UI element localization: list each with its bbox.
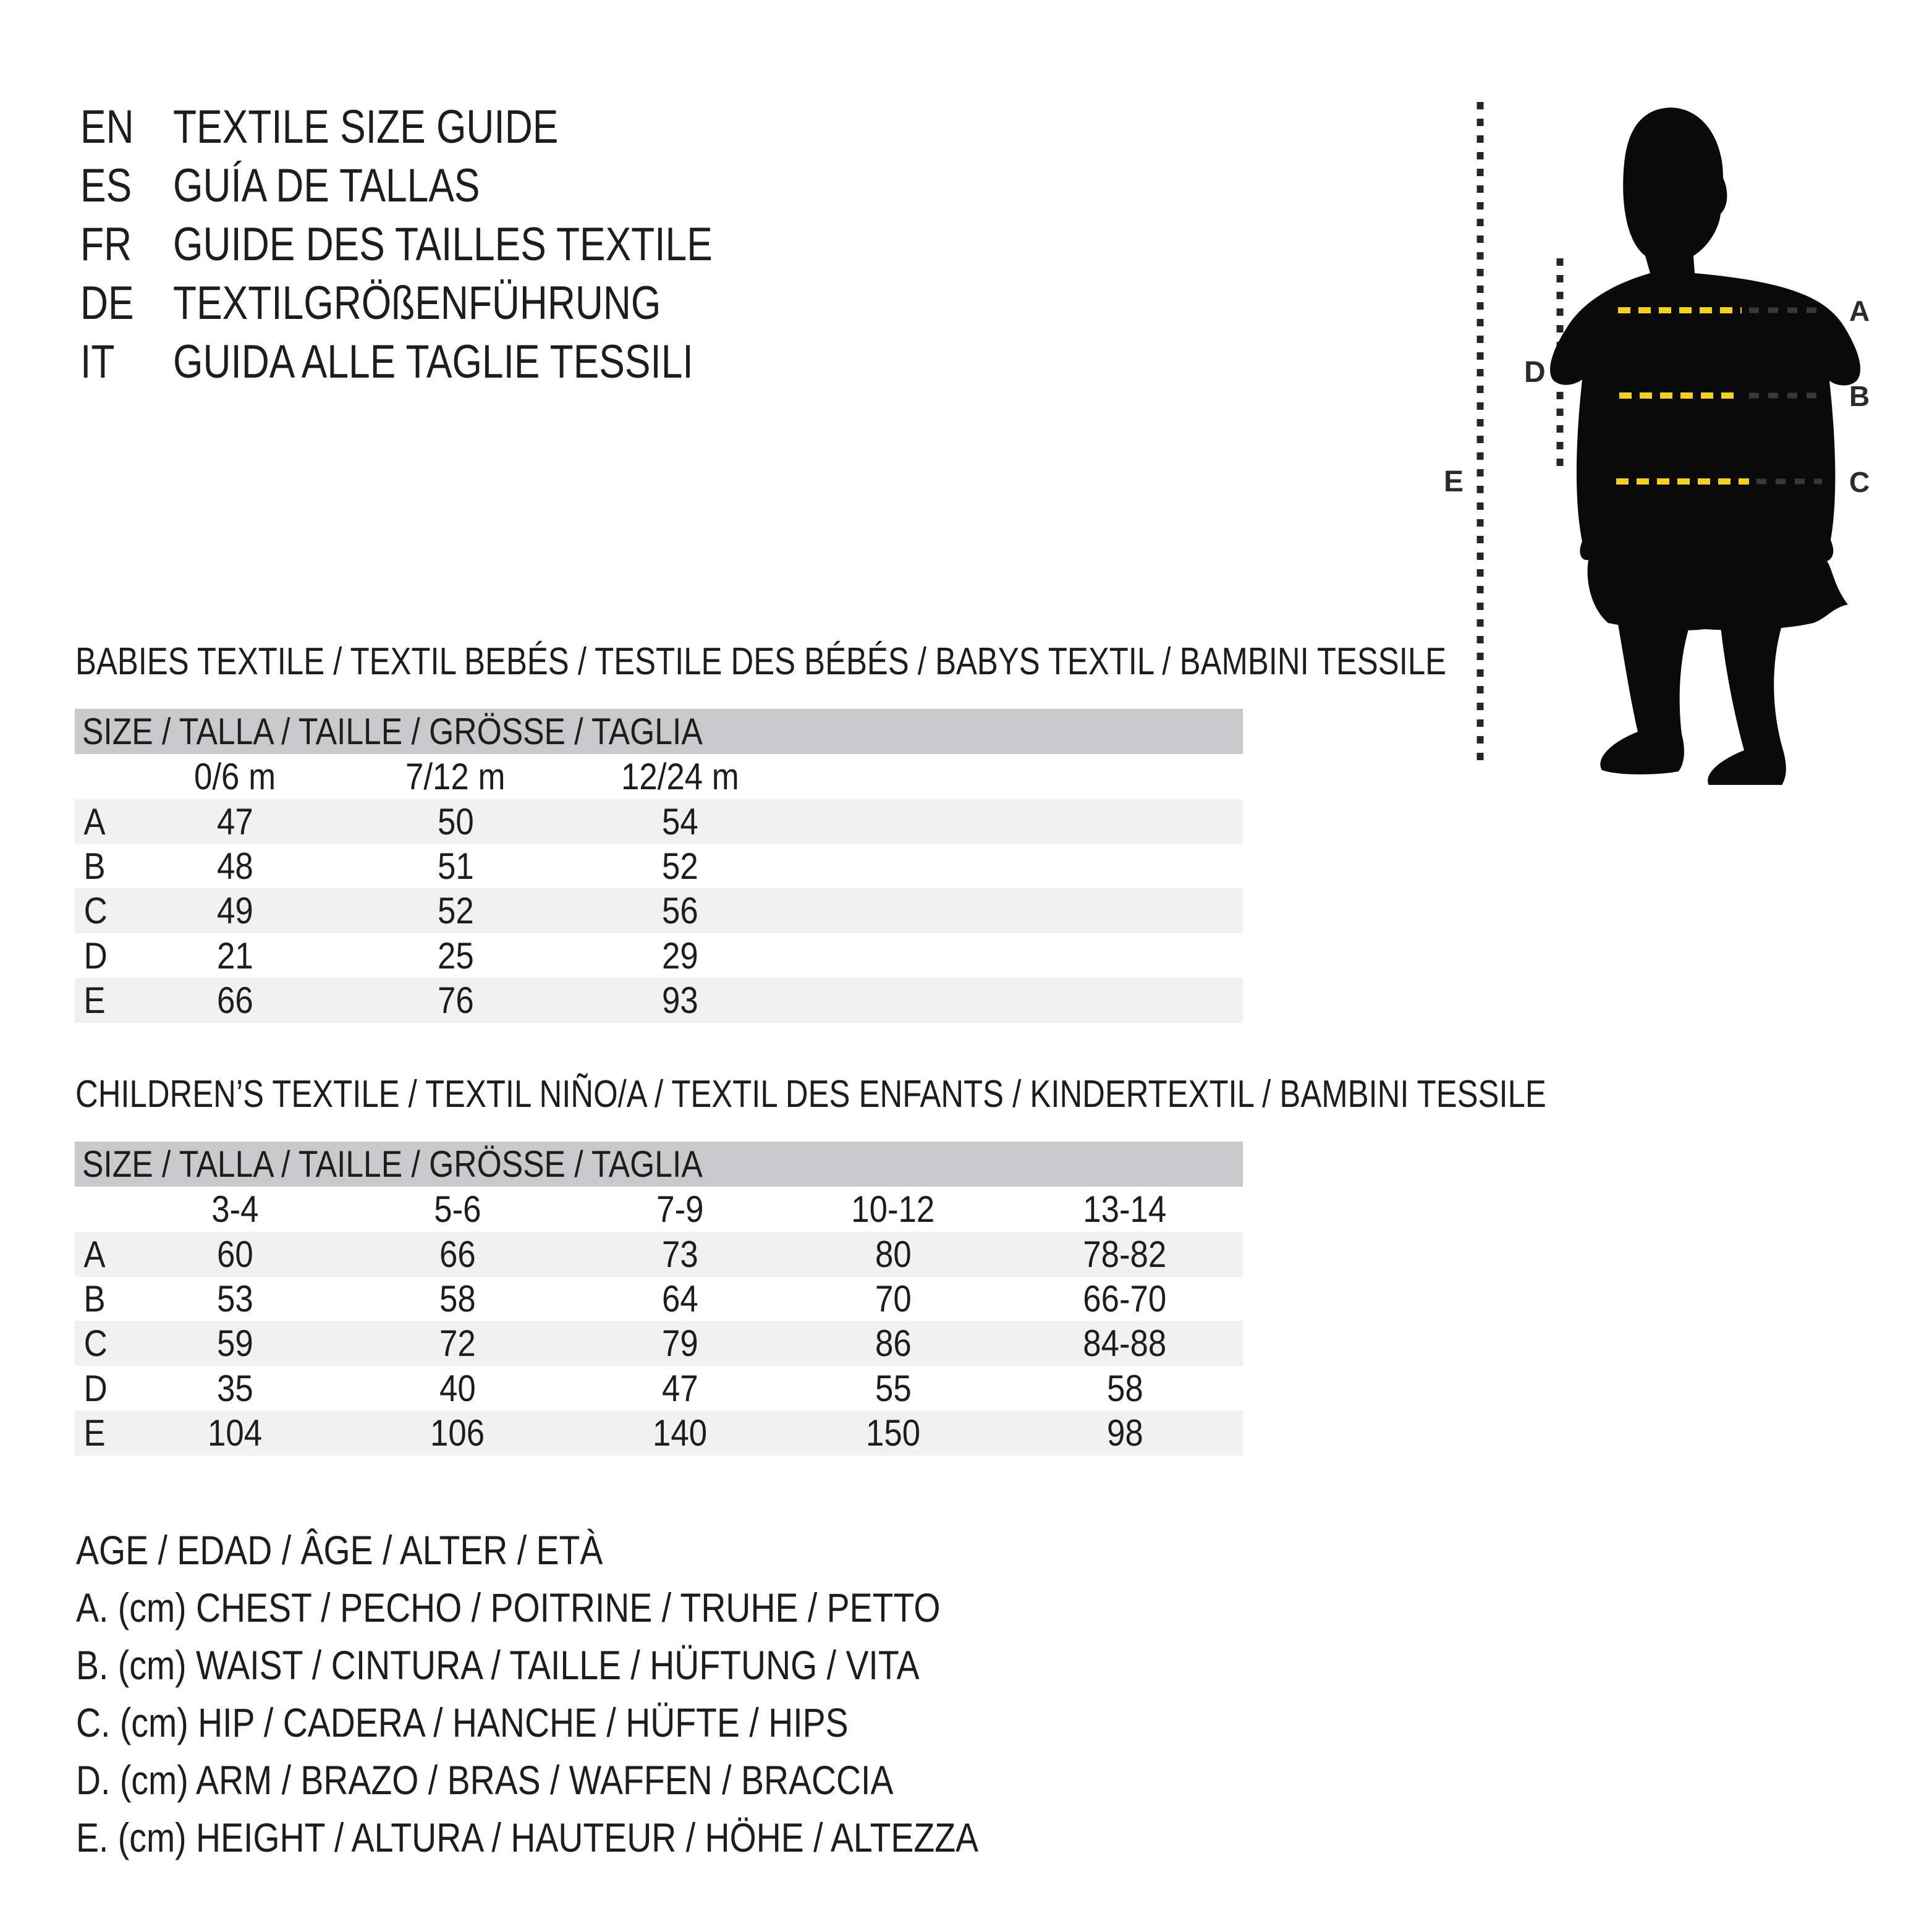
cell-value: 29 [661, 935, 698, 977]
row-label: B [83, 845, 106, 887]
cell-value: 49 [216, 890, 253, 931]
page-title-fr: GUIDE DES TAILLES TEXTILE [173, 218, 713, 271]
cell-value: 70 [875, 1278, 912, 1320]
lang-code-de: DE [80, 277, 134, 329]
cell-value: 66 [439, 1234, 476, 1275]
cell-value: 21 [216, 935, 253, 977]
babies-column-headers [75, 754, 1243, 799]
cell-value: 64 [661, 1278, 698, 1320]
cell-value: 47 [661, 1368, 698, 1409]
children-col-10-12: 10-12 [851, 1188, 935, 1230]
babies-col-7-12m: 7/12 m [405, 756, 506, 797]
page-title-es: GUÍA DE TALLAS [173, 159, 480, 212]
legend-height: E. (cm) HEIGHT / ALTURA / HAUTEUR / HÖHE / ALTEZZA [76, 1815, 979, 1860]
page-title-de: TEXTILGRÖßENFÜHRUNG [173, 277, 661, 329]
legend-waist: B. (cm) WAIST / CINTURA / TAILLE / HÜFTUNG / VITA [76, 1642, 920, 1688]
cell-value: 60 [216, 1234, 253, 1275]
babies-section-title: BABIES TEXTILE / TEXTIL BEBÉS / TESTILE DES BÉBÉS / BABYS TEXTIL / BAMBINI TESSILE [75, 640, 1447, 683]
cell-value: 80 [875, 1234, 912, 1275]
cell-value: 98 [1106, 1412, 1143, 1454]
table-row [75, 1276, 1243, 1321]
page-title-en: TEXTILE SIZE GUIDE [173, 101, 559, 153]
cell-value: 106 [430, 1412, 485, 1454]
cell-value: 58 [439, 1278, 476, 1320]
cell-value: 40 [439, 1368, 476, 1409]
table-row [75, 978, 1243, 1023]
cell-value: 50 [437, 801, 474, 842]
babies-col-12-24m: 12/24 m [621, 756, 739, 797]
legend-chest: A. (cm) CHEST / PECHO / POITRINE / TRUHE / PETTO [76, 1585, 941, 1630]
label-a: A [1849, 295, 1870, 327]
row-label: C [83, 1323, 108, 1364]
cell-value: 66 [216, 980, 253, 1021]
legend-hip: C. (cm) HIP / CADERA / HANCHE / HÜFTE / HIPS [76, 1700, 849, 1745]
title-row-fr [80, 215, 831, 274]
title-row-it [80, 333, 831, 391]
cell-value: 79 [661, 1323, 698, 1364]
legend-arm: D. (cm) ARM / BRAZO / BRAS / WAFFEN / BRACCIA [76, 1757, 894, 1803]
cell-value: 104 [207, 1412, 263, 1454]
row-label: A [83, 1234, 106, 1275]
cell-value: 47 [216, 801, 253, 842]
cell-value: 58 [1106, 1368, 1143, 1409]
table-row [75, 888, 1243, 933]
babies-size-table [75, 709, 1243, 1023]
babies-size-header-bar [75, 709, 1243, 754]
cell-value: 78-82 [1083, 1234, 1167, 1275]
cell-value: 54 [661, 801, 698, 842]
row-label: A [83, 801, 106, 842]
children-col-5-6: 5-6 [433, 1188, 481, 1230]
row-label: C [83, 890, 108, 931]
children-col-13-14: 13-14 [1083, 1188, 1167, 1230]
label-e: E [1444, 465, 1464, 498]
label-d: D [1524, 356, 1546, 389]
title-row-en [80, 98, 831, 156]
cell-value: 73 [661, 1234, 698, 1275]
cell-value: 59 [216, 1323, 253, 1364]
cell-value: 66-70 [1083, 1278, 1167, 1320]
table-row [75, 799, 1243, 844]
lang-code-fr: FR [80, 218, 132, 271]
row-label: E [83, 1412, 106, 1454]
babies-size-header-label: SIZE / TALLA / TAILLE / GRÖSSE / TAGLIA [82, 711, 703, 752]
title-row-es [80, 156, 831, 215]
table-row [75, 1321, 1243, 1366]
child-measurement-figure [1421, 93, 1922, 785]
cell-value: 150 [865, 1412, 921, 1454]
lang-code-en: EN [80, 101, 134, 153]
children-section-title: CHILDREN’S TEXTILE / TEXTIL NIÑO/A / TEXTIL DES ENFANTS / KINDERTEXTIL / BAMBINI TESSILE [75, 1073, 1546, 1116]
cell-value: 52 [661, 845, 698, 887]
cell-value: 53 [216, 1278, 253, 1320]
table-row [75, 1410, 1243, 1455]
page-title-it: GUIDA ALLE TAGLIE TESSILI [173, 336, 693, 388]
child-silhouette-icon [1550, 108, 1860, 785]
cell-value: 72 [439, 1323, 476, 1364]
label-c: C [1849, 466, 1870, 498]
cell-value: 84-88 [1083, 1323, 1167, 1364]
cell-value: 51 [437, 845, 474, 887]
children-size-header-label: SIZE / TALLA / TAILLE / GRÖSSE / TAGLIA [82, 1143, 703, 1185]
cell-value: 140 [652, 1412, 708, 1454]
cell-value: 93 [661, 980, 698, 1021]
table-row [75, 844, 1243, 889]
children-col-7-9: 7-9 [656, 1188, 704, 1230]
measurement-legend [76, 1522, 1150, 1866]
language-title-list [80, 98, 831, 391]
table-row [75, 933, 1243, 978]
lang-code-es: ES [80, 159, 132, 212]
table-row [75, 1232, 1243, 1277]
row-label: D [83, 935, 108, 977]
legend-age: AGE / EDAD / ÂGE / ALTER / ETÀ [76, 1527, 603, 1573]
cell-value: 86 [875, 1323, 912, 1364]
title-row-de [80, 274, 831, 333]
silhouette-head-torso [1550, 108, 1860, 630]
row-label: D [83, 1368, 108, 1409]
cell-value: 35 [216, 1368, 253, 1409]
children-size-header-bar [75, 1142, 1243, 1187]
cell-value: 48 [216, 845, 253, 887]
babies-col-0-6m: 0/6 m [193, 756, 276, 797]
cell-value: 56 [661, 890, 698, 931]
cell-value: 76 [437, 980, 474, 1021]
lang-code-it: IT [80, 336, 115, 388]
cell-value: 52 [437, 890, 474, 931]
cell-value: 55 [875, 1368, 912, 1409]
children-col-3-4: 3-4 [211, 1188, 259, 1230]
table-row [75, 1366, 1243, 1411]
cell-value: 25 [437, 935, 474, 977]
label-b: B [1849, 380, 1870, 412]
row-label: B [83, 1278, 106, 1320]
row-label: E [83, 980, 106, 1021]
children-column-headers [75, 1187, 1243, 1232]
children-size-table [75, 1142, 1243, 1455]
